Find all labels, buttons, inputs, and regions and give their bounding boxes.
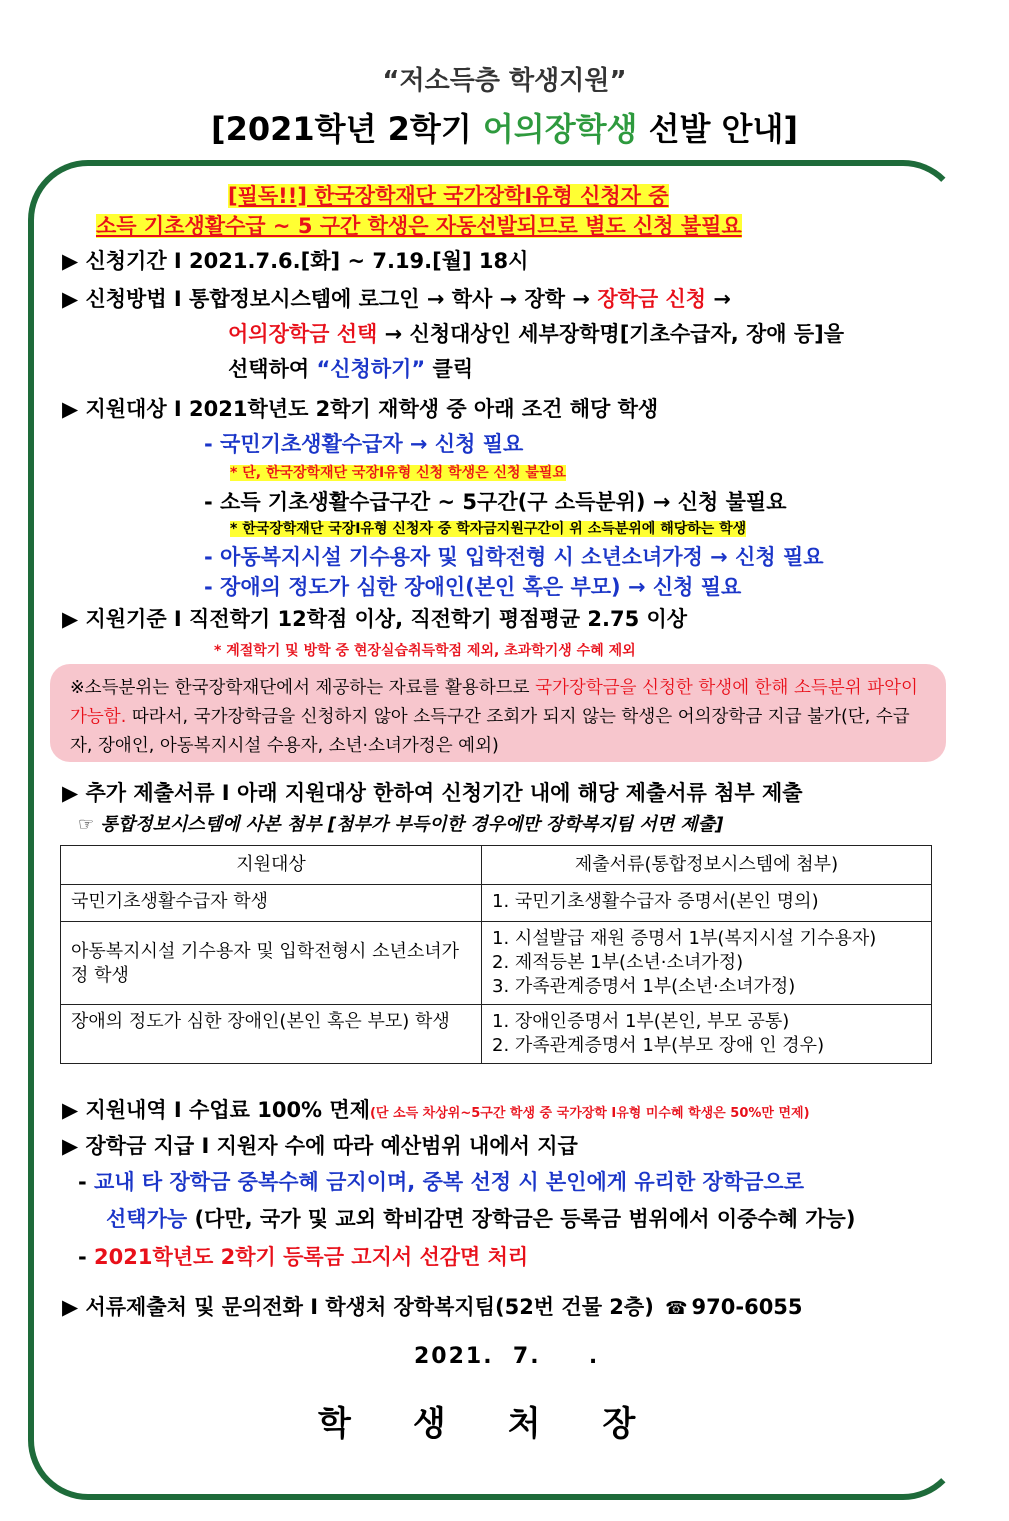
- target-item-2: - 소득 기초생활수급구간 ~ 5구간(구 소득분위) → 신청 불필요: [204, 490, 787, 514]
- support-note: (단 소득 차상위~5구간 학생 중 국가장학 Ⅰ유형 미수혜 학생은 50%만 면제): [369, 1106, 810, 1121]
- title-highlight: 어의장학생: [482, 110, 638, 148]
- contact-label: ▶ 서류제출처 및 문의전화 Ⅰ: [62, 1295, 326, 1319]
- target-note-1: [230, 462, 566, 482]
- criteria-label: ▶ 지원기준 Ⅰ: [62, 607, 190, 631]
- doc-item: 3. 가족관계증명서 1부(소년·소녀가정): [492, 976, 796, 997]
- table-header-target: 지원대상: [61, 846, 482, 885]
- target-item-4: - 장애의 정도가 심한 장애인(본인 혹은 부모) → 신청 필요: [204, 575, 742, 599]
- target-note-2-text: * 한국장학재단 국장Ⅰ유형 신청자 중 학자금지원구간이 위 소득분위에 해당하는 학생: [230, 521, 747, 537]
- method-text-3: 선택하여: [228, 357, 317, 381]
- method-red-1: 장학금 신청: [597, 287, 707, 311]
- subtitle: “저소득층 학생지원”: [382, 66, 627, 96]
- target-note-2: [230, 518, 746, 538]
- criteria-value: 직전학기 12학점 이상, 직전학기 평점평균 2.75 이상: [189, 607, 688, 631]
- payment-line-1: - 교내 타 장학금 중복수혜 금지이며, 중복 선정 시 본인에게 유리한 장학금으로: [78, 1170, 804, 1194]
- doc-item: 1. 시설발급 재원 증명서 1부(복지시설 기수용자): [492, 928, 877, 949]
- contact-row: [62, 1291, 803, 1321]
- notice-red: 국가장학금을 신청한 학생에 한해 소득분위 파악이 가능함.: [70, 678, 918, 727]
- contact-value: 학생처 장학복지팀(52번 건물 2층): [325, 1295, 654, 1319]
- payment-line-2: [106, 1203, 855, 1233]
- method-red-2: 어의장학금 선택: [228, 322, 378, 346]
- title-prefix: [2021학년 2학기: [210, 110, 483, 148]
- document-date: 2021. 7. .: [414, 1344, 600, 1369]
- documents-value: 아래 지원대상 한하여 신청기간 내에 해당 제출서류 첨부 제출: [236, 781, 803, 805]
- method-text-2: → 신청대상인 세부장학명[기초수급자, 장애 등]을: [377, 322, 845, 346]
- target-item-1: - 국민기초생활수급자 → 신청 필요: [204, 432, 524, 456]
- payment-row: [62, 1130, 578, 1160]
- target-note-1-text: * 단, 한국장학재단 국장Ⅰ유형 신청 학생은 신청 불필요: [230, 465, 566, 481]
- payment-line-2-text: (다만, 국가 및 교외 학비감면 장학금은 등록금 범위에서 이중수혜 가능): [187, 1207, 856, 1231]
- page-title: [0, 104, 1009, 150]
- method-row-1: [62, 283, 731, 313]
- doc-item: 2. 가족관계증명서 1부(부모 장애 인 경우): [492, 1035, 825, 1056]
- target-label: ▶ 지원대상 Ⅰ: [62, 397, 190, 421]
- method-text-3-end: 클릭: [425, 357, 474, 381]
- table-cell-docs: [482, 885, 932, 922]
- method-arrow: →: [706, 287, 731, 311]
- documents-row: [62, 777, 803, 807]
- payment-line-3: - 2021학년도 2학기 등록금 고지서 선감면 처리: [78, 1245, 529, 1269]
- table-cell-docs: [482, 1005, 932, 1064]
- table-cell-target: 국민기초생활수급자 학생: [61, 885, 482, 922]
- table-row: [61, 922, 932, 1005]
- support-row: [62, 1094, 810, 1124]
- period-row: [62, 245, 528, 275]
- method-text-1: 통합정보시스템에 로그인 → 학사 → 장학 →: [189, 287, 598, 311]
- table-cell-docs: [482, 922, 932, 1005]
- support-label: ▶ 지원내역 Ⅰ: [62, 1098, 190, 1122]
- payment-label: ▶ 장학금 지급 Ⅰ: [62, 1134, 217, 1158]
- alert-text-2: 소득 기초생활수급 ~ 5 구간 학생은 자동선발되므로 별도 신청 불필요: [96, 214, 742, 238]
- table-header-row: [61, 846, 932, 885]
- title-suffix: 선발 안내]: [637, 110, 798, 148]
- criteria-row: [62, 603, 687, 633]
- table-cell-target: 장애의 정도가 심한 장애인(본인 혹은 부모) 학생: [61, 1005, 482, 1064]
- method-row-2: [228, 318, 844, 348]
- target-value: 2021학년도 2학기 재학생 중 아래 조건 해당 학생: [189, 397, 659, 421]
- payment-line-1-text: 교내 타 장학금 중복수혜 금지이며, 중복 선정 시 본인에게 유리한 장학금으로: [94, 1170, 804, 1194]
- signer: 학생처장: [318, 1404, 698, 1444]
- table-row: [61, 1005, 932, 1064]
- method-label: ▶ 신청방법 Ⅰ: [62, 287, 190, 311]
- documents-table: [60, 845, 932, 1064]
- payment-line-3-text: 2021학년도 2학기 등록금 고지서 선감면 처리: [94, 1245, 529, 1269]
- target-row: [62, 393, 658, 423]
- target-item-3: - 아동복지시설 기수용자 및 입학전형 시 소년소녀가정 → 신청 필요: [204, 545, 824, 569]
- alert-text-1: [필독!!] 한국장학재단 국가장학Ⅰ유형 신청자 중: [228, 184, 669, 208]
- criteria-note: * 계절학기 및 방학 중 현장실습취득학점 제외, 초과학기생 수혜 제외: [214, 643, 636, 659]
- doc-item: 1. 국민기초생활수급자 증명서(본인 명의): [492, 891, 819, 912]
- method-blue: “신청하기”: [316, 357, 426, 381]
- doc-item: 1. 장애인증명서 1부(본인, 부모 공통): [492, 1011, 790, 1032]
- documents-sub: ☞ 통합정보시스템에 사본 첨부 [첨부가 부득이한 경우에만 장학복지팀 서면 제출]: [78, 814, 724, 835]
- notice-text-1: ※소득분위는 한국장학재단에서 제공하는 자료를 활용하므로: [70, 678, 536, 698]
- payment-line-2-blue: 선택가능: [106, 1207, 188, 1231]
- payment-value: 지원자 수에 따라 예산범위 내에서 지급: [216, 1134, 578, 1158]
- contact-phone: 970-6055: [691, 1295, 803, 1319]
- period-value: 2021.7.6.[화] ~ 7.19.[월] 18시: [189, 249, 529, 273]
- support-value: 수업료 100% 면제: [189, 1098, 370, 1122]
- phone-icon: ☎: [665, 1298, 688, 1319]
- method-row-3: [228, 353, 473, 383]
- documents-label: ▶ 추가 제출서류 Ⅰ: [62, 781, 237, 805]
- doc-item: 2. 제적등본 1부(소년·소녀가정): [492, 952, 744, 973]
- notice-text-2: 따라서, 국가장학금을 신청하지 않아 소득구간 조회가 되지 않는 학생은 어의장학금 지급 불가(단, 수급자, 장애인, 아동복지시설 수용자, 소년·소녀가정은 예외): [70, 707, 910, 756]
- alert-line-1: [228, 180, 669, 210]
- income-notice: [50, 664, 946, 762]
- alert-line-2: [96, 210, 742, 240]
- period-label: ▶ 신청기간 Ⅰ: [62, 249, 190, 273]
- table-row: [61, 885, 932, 922]
- table-header-docs: 제출서류(통합정보시스템에 첨부): [482, 846, 932, 885]
- table-cell-target: 아동복지시설 기수용자 및 입학전형시 소년소녀가정 학생: [61, 922, 482, 1005]
